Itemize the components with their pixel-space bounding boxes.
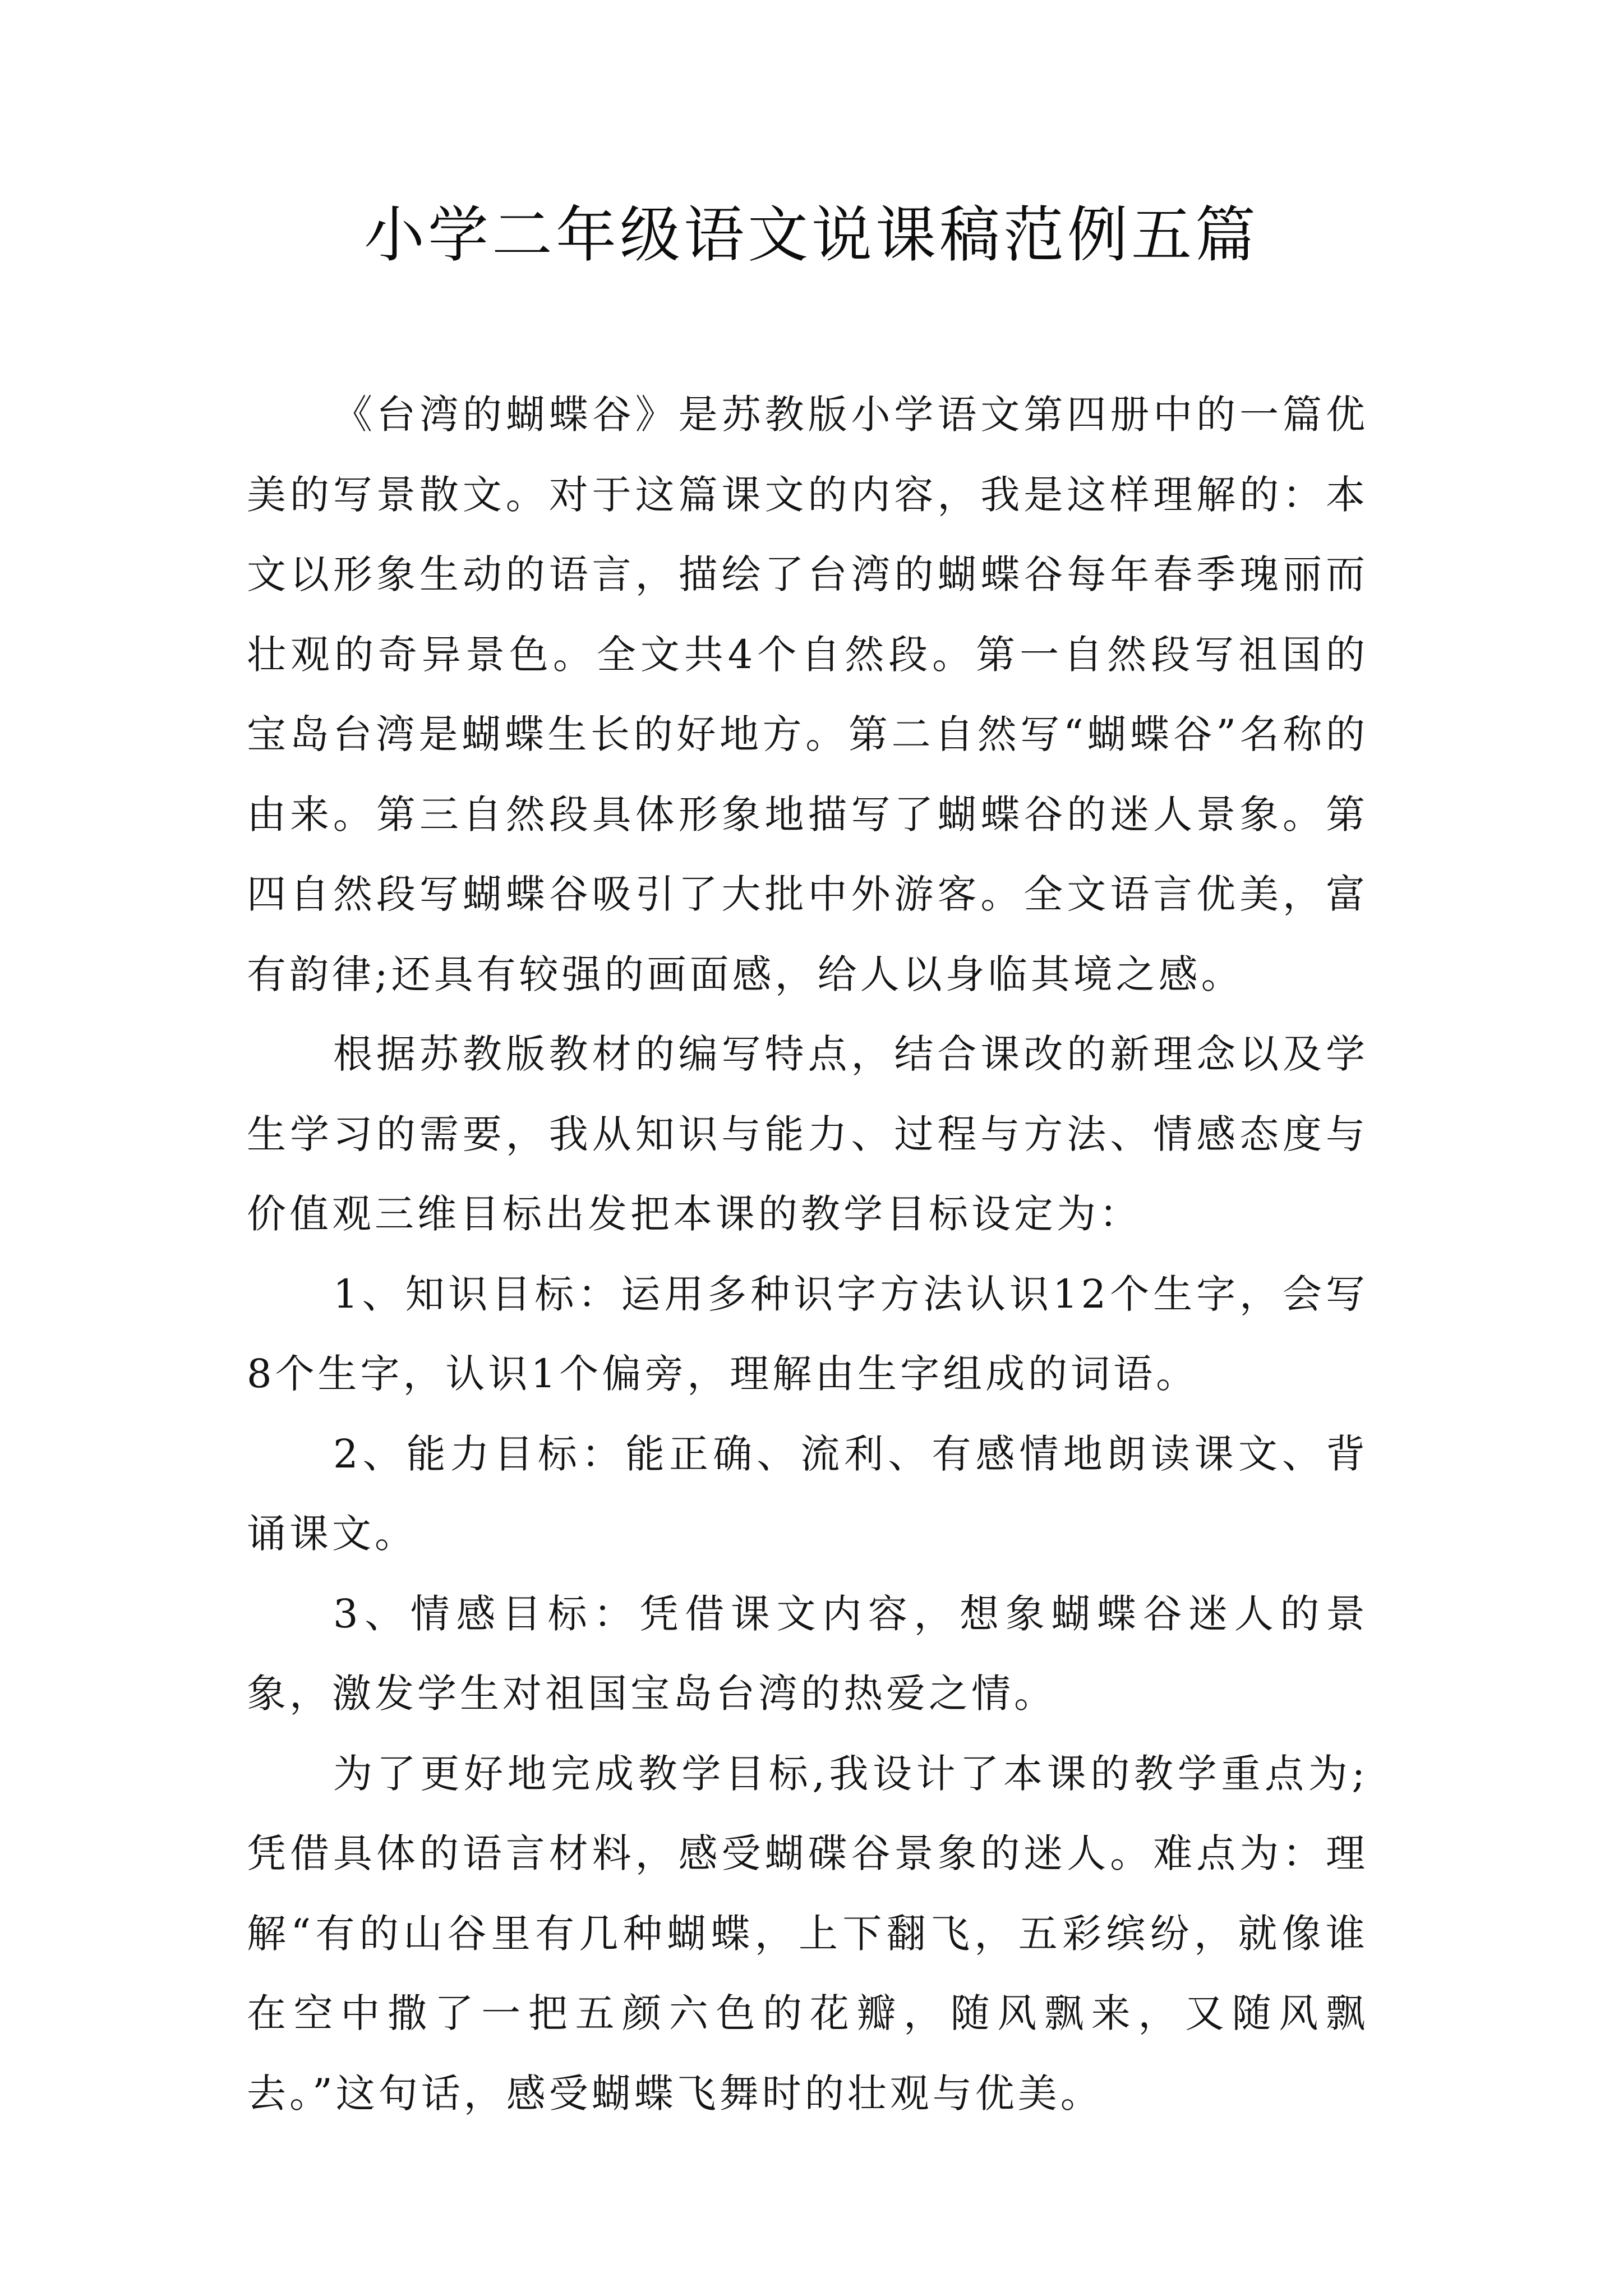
paragraph-key-points: 为了更好地完成教学目标,我设计了本课的教学重点为;凭借具体的语言材料，感受蝴碟谷景象的迷人。难点为：理解“有的山谷里有几种蝴蝶，上下翻飞，五彩缤纷，就像谁在空中撒了一把五颜六色的花瓣，随风飘来，又随风飘去。”这句话，感受蝴蝶飞舞时的壮观与优美。 [247, 1750, 1368, 2116]
paragraph-intro: 《台湾的蝴蝶谷》是苏教版小学语文第四册中的一篇优美的写景散文。对于这篇课文的内容，我是这样理解的：本文以形象生动的语言，描绘了台湾的蝴蝶谷每年春季瑰丽而壮观的奇异景色。全文共4个自然段。第一自然段写祖国的宝岛台湾是蝴蝶生长的好地方。第二自然写“蝴蝶谷”名称的由来。第三自然段具体形象地描写了蝴蝶谷的迷人景象。第四自然段写蝴蝶谷吸引了大批中外游客。全文语言优美，富有韵律;还具有较强的画面感，给人以身临其境之感。 [247, 392, 1368, 997]
paragraph-emotion-goal: 3、情感目标：凭借课文内容，想象蝴蝶谷迷人的景象，激发学生对祖国宝岛台湾的热爱之情。 [247, 1590, 1368, 1717]
document-body [247, 375, 1368, 2133]
paragraph-goals-intro: 根据苏教版教材的编写特点，结合课改的新理念以及学生学习的需要，我从知识与能力、过程与方法、情感态度与价值观三维目标出发把本课的教学目标设定为： [247, 1031, 1368, 1237]
paragraph-knowledge-goal: 1、知识目标：运用多种识字方法认识12个生字，会写8个生字，认识1个偏旁，理解由生字组成的词语。 [247, 1271, 1368, 1397]
document-title: 小学二年级语文说课稿范例五篇 [363, 200, 1259, 270]
paragraph-ability-goal: 2、能力目标：能正确、流利、有感情地朗读课文、背诵课文。 [247, 1430, 1368, 1557]
